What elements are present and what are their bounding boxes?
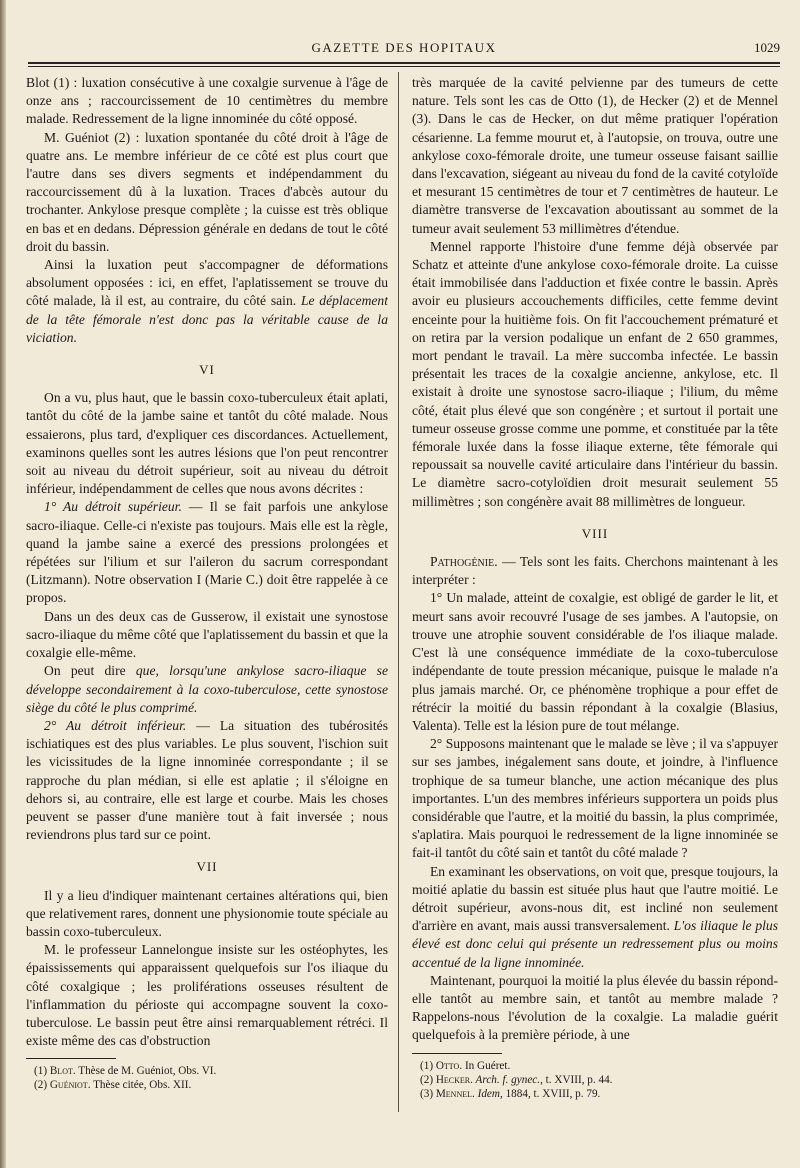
footnote: (1) Blot. Thèse de M. Guéniot, Obs. VI.: [34, 1065, 217, 1078]
paragraph: très marquée de la cavité pelvienne par des tumeurs de cette nature. Tels sont les cas de Otto (1), de Hecker (2) et de Mennel (3). Dans le cas de Hecker, on dut même pratiquer l'opération césarienne. La femme mourut et, à l'autopsie, on trouva, outre une ankylose coxo-fémorale droite, une tumeur osseuse faisant saillie dans l'excavation, siégeant au niveau du fond de la cavité cotyloïde et mesurant 15 centimètres de tour et 7 centimètres de hauteur. Le diamètre transverse de l'excavation aboutissant au sommet de la tumeur avait seulement 53 millimètres d'étendue.: [412, 75, 778, 236]
paragraph: M. Guéniot (2) : luxation spontanée du côté droit à l'âge de quatre ans. Le membre inférieur de ce côté est plus court que l'autre dans ses divers segments et indépendamment du raccourcissement dû à la luxation. Traces d'abcès autour du trochanter. Ankylose presque complète ; la cuisse est très oblique en bas et en dedans. Dépression générale en dedans de tout le côté droit du bassin.: [26, 129, 388, 254]
paragraph: Pathogénie. — Tels sont les faits. Cherchons maintenant à les interpréter :: [412, 554, 778, 588]
paragraph: Dans un des deux cas de Gusserow, il existait une synostose sacro-iliaque du même côté que l'aplatissement du bassin et que la coxalgie elle-même.: [26, 608, 388, 661]
footnote-rule: [412, 1053, 502, 1054]
paragraph: Mennel rapporte l'histoire d'une femme déjà observée par Schatz et atteinte d'une ankylose coxo-fémorale droite. La cuisse était immobilisée dans l'adduction et fixée contre le bassin. Après avoir eu plusieurs accouchements difficiles, cette femme devint enceinte pour la huitième fois. On fit l'accouchement prématuré et on retira par la version podalique un enfant de 2 650 grammes, mort pendant le travail. La mère succomba infectée. Le bassin présentait les traces de la coxalgie ancienne, ankylose, etc. Il existait à droite une synostose sacro-iliaque ; l'ilium, du même côté, était plus élevé que son congénère ; et surtout il portait une tumeur osseuse grosse comme une pomme, et constituée par la tête fémorale luxée dans la fosse iliaque externe, tête fémorale qui repoussait sa nouvelle cavité articulaire dans l'intérieur du bassin. Le diamètre sacro-cotyloïdien droit mesurait seulement 55 millimètres ; son congénère avait 88 millimètres de longueur.: [412, 238, 778, 509]
left-column: [26, 74, 388, 1124]
footnote: (3) Mennel. Idem, 1884, t. XVIII, p. 79.: [420, 1087, 601, 1100]
section-number: VI: [199, 362, 215, 378]
right-column: [412, 74, 778, 1124]
paragraph: 1° Au détroit supérieur. — Il se fait parfois une ankylose sacro-iliaque. Celle-ci n'existe pas toujours. Mais elle est la règle, quand la jambe saine a exercé des pressions prolongées et répétées sur l'ilium et sur l'aileron du sacrum correspondant (Litzmann). Notre observation I (Marie C.) doit être rappelée à ce propos.: [26, 499, 388, 606]
paragraph: On peut dire que, lorsqu'une ankylose sacro-iliaque se développe secondairement à la coxo-tuberculose, cette synostose siège du côté le plus comprimé.: [26, 663, 388, 715]
journal-title: GAZETTE DES HOPITAUX: [311, 40, 497, 55]
paragraph: Blot (1) : luxation consécutive à une coxalgie survenue à l'âge de onze ans ; raccourcissement de 10 centimètres du membre malade. Redressement de la ligne innominée du côté opposé.: [26, 75, 388, 127]
paragraph: Ainsi la luxation peut s'accompagner de déformations absolument opposées : ici, en effet, l'aplatissement se trouve du côté malade, là il est, au contraire, du côté sain. Le déplacement de la tête fémorale n'est donc pas la véritable cause de la viciation.: [26, 257, 388, 345]
paragraph: 2° Supposons maintenant que le malade se lève ; il va s'appuyer sur ses jambes, inégalement sans doute, et joindre, à l'influence trophique de sa tumeur blanche, une action mécanique des plus importantes. L'un des membres inférieurs supportera un poids plus considérable que l'autre, et la moitié du bassin, la plus comprimée, s'aplatira. Mais pourquoi le redressement de la ligne innominée se fait-il tantôt du côté sain et tantôt du côté malade ?: [412, 736, 778, 861]
section-number: VIII: [581, 525, 609, 541]
header-rule-thick: [28, 62, 780, 64]
footnote: (2) Guéniot. Thèse citée, Obs. XII.: [34, 1079, 192, 1092]
column-divider: [398, 72, 399, 1112]
paragraph: Maintenant, pourquoi la moitié la plus élevée du bassin répond-elle tantôt au membre sain, et tantôt au membre malade ? Rappelons-nous l'évolution de la coxalgie. La maladie guérit quelquefois à la première période, à une: [412, 972, 778, 1043]
page-spine-shadow: [0, 0, 6, 1168]
page-number: 1029: [754, 40, 780, 55]
footnote: (2) Hecker. Arch. f. gynec., t. XVIII, p. 44.: [420, 1073, 613, 1086]
footnote-rule: [26, 1058, 116, 1059]
paragraph: En examinant les observations, on voit que, presque toujours, la moitié aplatie du bassin est située plus haut que l'autre moitié. Le détroit supérieur, avons-nous dit, est incliné non seulement d'arrière en avant, mais aussi transversalement. L'os iliaque le plus élevé est donc celui qui présente un redressement plus ou moins accentué de la ligne innominée.: [412, 863, 778, 970]
paragraph: 2° Au détroit inférieur. — La situation des tubérosités ischiatiques est des plus variables. Le plus souvent, l'ischion suit les vicissitudes de la ligne innominée correspondante ; il se rapproche du plan médian, si elle est aplatie ; il s'éloigne en dehors si, au contraire, elle est large et courbe. Mais les choses peuvent se passer d'une manière tout à fait inversée ; nous reviendrons plus tard sur ce point.: [26, 717, 388, 843]
footnote: (1) Otto. In Guéret.: [420, 1059, 511, 1072]
section-number: VII: [196, 859, 218, 875]
paragraph: M. le professeur Lannelongue insiste sur les ostéophytes, les épaississements qui apparaissent quelquefois sur l'os iliaque du côté coxalgique ; les proliférations osseuses résultent de l'inflammation du périoste qui accompagne souvent la coxo-tuberculose. Le bassin peut être ainsi remarquablement rétréci. Il existe même des cas d'obstruction: [26, 942, 388, 1049]
header-rule-thin: [28, 66, 780, 67]
paragraph: 1° Un malade, atteint de coxalgie, est obligé de garder le lit, et meurt sans avoir recouvré l'usage de ses jambes. A l'autopsie, on trouve une atrophie souvent considérable de l'os iliaque malade. C'est là une conséquence immédiate de la coxo-tuberculose indépendante de toute pression mécanique, puisque le malade n'a plus jamais marché. Or, ce phénomène trophique a pour effet de rétrécir la moitié du bassin répondant à la coxalgie (Blasius, Valenta). Telle est la lésion pure de tout mélange.: [412, 590, 778, 733]
paragraph: On a vu, plus haut, que le bassin coxo-tuberculeux était aplati, tantôt du côté de la jambe saine et tantôt du côté malade. Nous essaierons, plus tard, d'expliquer ces discordances. Actuellement, examinons quelles sont les autres lésions que l'on peut rencontrer soit au niveau du détroit supérieur, soit au niveau du détroit inférieur, indépendamment de celles que nous avons décrites :: [26, 390, 388, 497]
page-header: [28, 40, 780, 58]
paragraph: Il y a lieu d'indiquer maintenant certaines altérations qui, bien que relativement rares, donnent une physionomie toute spéciale au bassin coxo-tuberculeux.: [26, 887, 388, 939]
